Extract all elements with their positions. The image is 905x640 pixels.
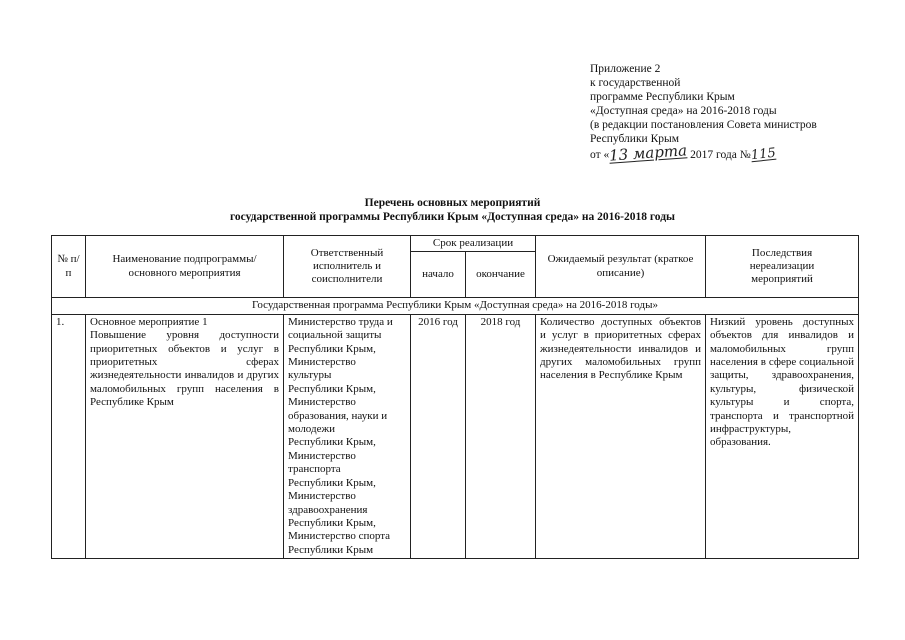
row-name-text: Повышение уровня доступности приоритетных объектов и услуг в приоритетных сферах жизнедеятельности инвалидов и других маломобильных групп населения в Республике Крым [90, 329, 279, 409]
row-executor-cell [284, 314, 411, 558]
appendix-line: к государственной [590, 77, 681, 89]
header-row [52, 236, 859, 252]
row-end: 2018 год [466, 314, 536, 558]
appendix-date-line [590, 141, 817, 165]
header-consequences: Последствия нереализации мероприятий [706, 236, 859, 298]
title-line-1: Перечень основных мероприятий [364, 197, 541, 209]
executor-line: культуры [288, 369, 332, 382]
header-result: Ожидаемый результат (краткое описание) [536, 236, 706, 298]
header-period: Срок реализации [411, 236, 536, 252]
appendix-line: Республики Крым [590, 133, 679, 145]
executor-line: Республики Крым, [288, 516, 376, 529]
executor-line: Республики Крым, [288, 382, 376, 395]
executor-line: образования, науки и [288, 409, 388, 422]
header-end: окончание [466, 252, 536, 298]
row-result: Количество доступных объектов и услуг в приоритетных сферах жизнедеятельности инвалидов и других маломобильных групп населения в Республике Крым [536, 314, 706, 558]
section-title: Государственная программа Республики Крым «Доступная среда» на 2016-2018 годы» [52, 298, 859, 314]
header-name: Наименование подпрограммы/ основного мероприятия [86, 236, 284, 298]
appendix-line: программе Республики Крым [590, 91, 735, 103]
executor-line: Республики Крым, [288, 342, 376, 355]
table-row [52, 314, 859, 558]
executor-line: транспорта [288, 463, 341, 476]
executor-line: молодежи [288, 423, 335, 436]
row-consequences: Низкий уровень доступных объектов для инвалидов и маломобильных групп населения в сфере социальной защиты, здравоохранения, культуры, физической культуры и спорта, транспорта и транспортной инфраструктуры, образования. [706, 314, 859, 558]
measures-table [51, 235, 859, 559]
header-executor: Ответственный исполнитель и соисполнители [284, 236, 411, 298]
date-suffix: 2017 года № [690, 149, 751, 161]
executor-line: Республики Крым, [288, 436, 376, 449]
handwritten-date: 13 марта [608, 141, 688, 165]
handwritten-number: 115 [749, 145, 777, 164]
row-num: 1. [52, 314, 86, 558]
row-start: 2016 год [411, 314, 466, 558]
header-start: начало [411, 252, 466, 298]
appendix-line: «Доступная среда» на 2016-2018 годы [590, 105, 777, 117]
appendix-note [590, 62, 817, 165]
row-name-cell [86, 314, 284, 558]
title-line-2: государственной программы Республики Крым «Доступная среда» на 2016-2018 годы [229, 211, 675, 223]
executor-line: Министерство [288, 356, 356, 369]
executor-line: Министерство спорта [288, 530, 391, 543]
header-num: № п/п [52, 236, 86, 298]
executor-line: Республики Крым, [288, 476, 376, 489]
row-name-title: Основное мероприятие 1 [90, 315, 208, 328]
section-row [52, 298, 859, 314]
executor-line: Республики Крым [288, 543, 374, 556]
executor-line: Министерство [288, 449, 356, 462]
appendix-line: (в редакции постановления Совета министров [590, 119, 817, 131]
executor-line: здравоохранения [288, 503, 368, 516]
date-prefix: от « [590, 149, 610, 161]
executor-line: Министерство [288, 490, 356, 503]
executor-line: Министерство [288, 396, 356, 409]
appendix-line: Приложение 2 [590, 63, 661, 75]
document-title [0, 196, 905, 224]
executor-line: Министерство труда и социальной защиты [288, 315, 393, 342]
